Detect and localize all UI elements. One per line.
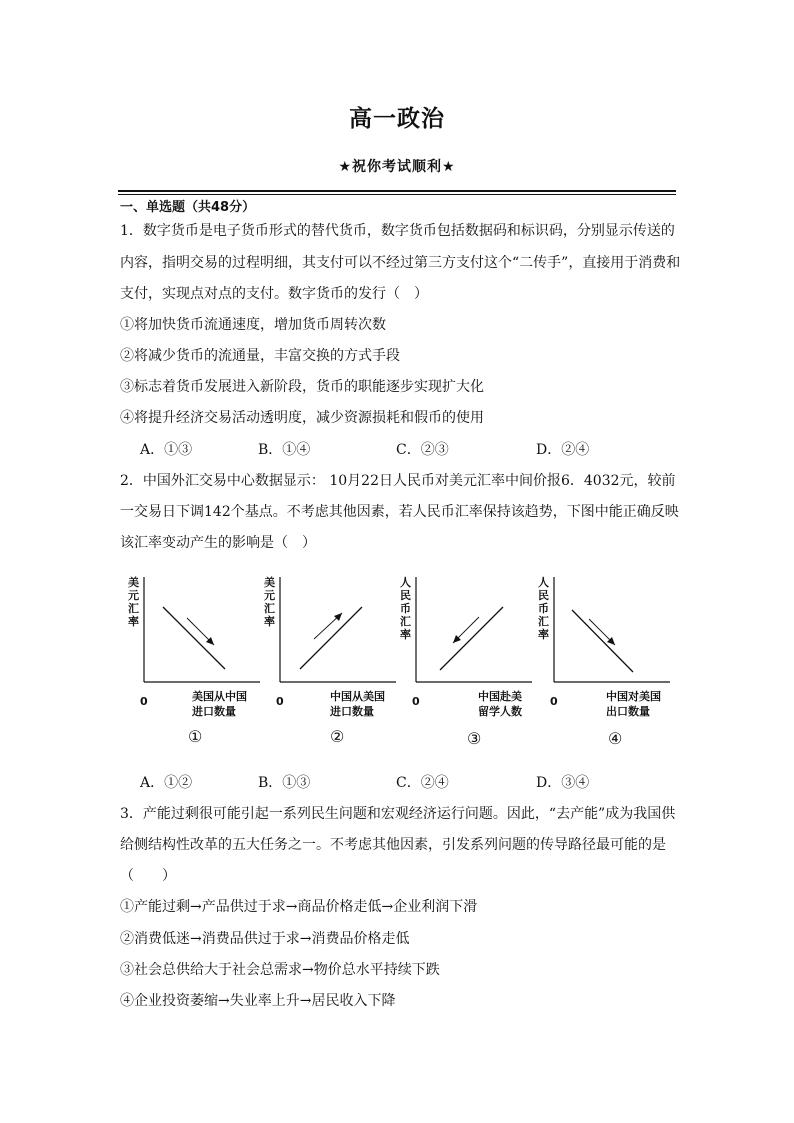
graph-1-xlabel: 美国从中国: [192, 690, 247, 703]
header-rule-thick: [118, 190, 676, 192]
q3-text-line: （ ）: [120, 868, 176, 884]
svg-text:币: 币: [538, 602, 549, 615]
q2-option-c[interactable]: C．②④: [396, 775, 449, 791]
graph-2-xlabel: 进口数量: [330, 705, 374, 718]
graph-2-number: ②: [330, 727, 345, 746]
graph-4-xlabel: 中国对美国: [606, 690, 661, 703]
svg-text:元: 元: [264, 589, 275, 602]
q1-statement: ②将减少货币的流通量，丰富交换的方式手段: [120, 348, 400, 364]
graph-4-number: ④: [608, 729, 623, 748]
graph-1-ylabel: [128, 575, 139, 628]
trend-line: [572, 610, 633, 672]
trend-line: [440, 607, 503, 670]
q1-text-line: 内容，指明交易的过程明细，其支付可以不经过第三方支付这个“二传手”，直接用于消费和: [120, 255, 681, 271]
graph-1-xlabel: 进口数量: [192, 705, 236, 718]
graph-4: [538, 572, 678, 752]
graph-2: [264, 572, 404, 752]
svg-text:率: 率: [538, 628, 549, 641]
graph-3-xlabel: 留学人数: [478, 705, 522, 718]
graph-4-xlabel: 出口数量: [606, 705, 650, 718]
q3-text-line: 3．产能过剩很可能引起一系列民生问题和宏观经济运行问题。因此，“去产能”成为我国供: [120, 806, 676, 822]
graph-4-ylabel: [538, 576, 549, 641]
trend-line: [300, 607, 362, 669]
svg-text:币: 币: [400, 602, 411, 615]
svg-text:汇: 汇: [400, 615, 411, 628]
graph-1: [128, 572, 268, 752]
q2-text-line: 2．中国外汇交易中心数据显示： 10月22日人民币对美元汇率中间价报6．4032元，较前: [120, 473, 676, 489]
q3-statement: ④企业投资萎缩→失业率上升→居民收入下降: [120, 993, 396, 1009]
q2-option-a[interactable]: A．①②: [140, 775, 193, 791]
q2-option-d[interactable]: D．③④: [536, 775, 590, 791]
q2-option-b[interactable]: B．①③: [258, 775, 311, 791]
svg-text:美: 美: [264, 576, 275, 589]
graph-3-xlabel: 中国赴美: [478, 690, 522, 703]
svg-text:率: 率: [128, 615, 139, 628]
svg-text:汇: 汇: [538, 615, 549, 628]
q2-text-line: 一交易日下调142个基点。不考虑其他因素，若人民币汇率保持该趋势，下图中能正确反映: [120, 504, 679, 520]
q3-text-line: 给侧结构性改革的五大任务之一。不考虑其他因素，引发系列问题的传导路径最可能的是: [120, 837, 666, 853]
q1-option-b[interactable]: B．①④: [258, 442, 311, 458]
svg-text:率: 率: [400, 628, 411, 641]
page-title: 高一政治: [349, 106, 445, 132]
origin-label: 0: [412, 695, 420, 708]
origin-label: 0: [276, 695, 284, 708]
page-subtitle: ★祝你考试顺利★: [338, 159, 456, 175]
origin-label: 0: [140, 695, 148, 708]
q1-option-c[interactable]: C．②③: [396, 442, 449, 458]
graph-3-ylabel: [400, 576, 411, 641]
svg-text:率: 率: [264, 615, 275, 628]
q1-text-line: 1．数字货币是电子货币形式的替代货币，数字货币包括数据码和标识码，分别显示传送的: [120, 223, 675, 239]
header-rule-thin: [118, 194, 676, 195]
graph-2-xlabel: 中国从美国: [330, 690, 385, 703]
svg-text:人: 人: [400, 576, 411, 589]
q2-text-line: 该汇率变动产生的影响是（ ）: [120, 535, 316, 551]
q3-statement: ①产能过剩→产品供过于求→商品价格走低→企业利润下滑: [120, 899, 478, 915]
svg-text:人: 人: [538, 576, 549, 589]
svg-text:汇: 汇: [264, 602, 275, 615]
trend-line: [163, 607, 225, 669]
q1-option-a[interactable]: A．①③: [140, 442, 193, 458]
q1-option-d[interactable]: D．②④: [536, 442, 590, 458]
q1-statement: ①将加快货币流通速度，增加货币周转次数: [120, 317, 386, 333]
svg-text:汇: 汇: [128, 602, 139, 615]
svg-text:美: 美: [128, 576, 139, 589]
q1-statement: ④将提升经济交易活动透明度，减少资源损耗和假币的使用: [120, 410, 484, 426]
graph-3-number: ③: [467, 729, 482, 748]
q1-text-line: 支付，实现点对点的支付。数字货币的发行（ ）: [120, 286, 428, 302]
graph-3: [400, 572, 540, 752]
origin-label: 0: [550, 695, 558, 708]
section-heading: 一、单选题（共48分）: [120, 200, 256, 215]
q3-statement: ②消费低迷→消费品供过于求→消费品价格走低: [120, 931, 410, 947]
svg-text:民: 民: [538, 589, 549, 602]
svg-text:元: 元: [128, 589, 139, 602]
q3-statement: ③社会总供给大于社会总需求→物价总水平持续下跌: [120, 962, 440, 978]
graph-1-number: ①: [188, 727, 203, 746]
svg-text:民: 民: [400, 589, 411, 602]
q1-statement: ③标志着货币发展进入新阶段，货币的职能逐步实现扩大化: [120, 379, 484, 395]
graph-2-ylabel: [264, 575, 275, 628]
